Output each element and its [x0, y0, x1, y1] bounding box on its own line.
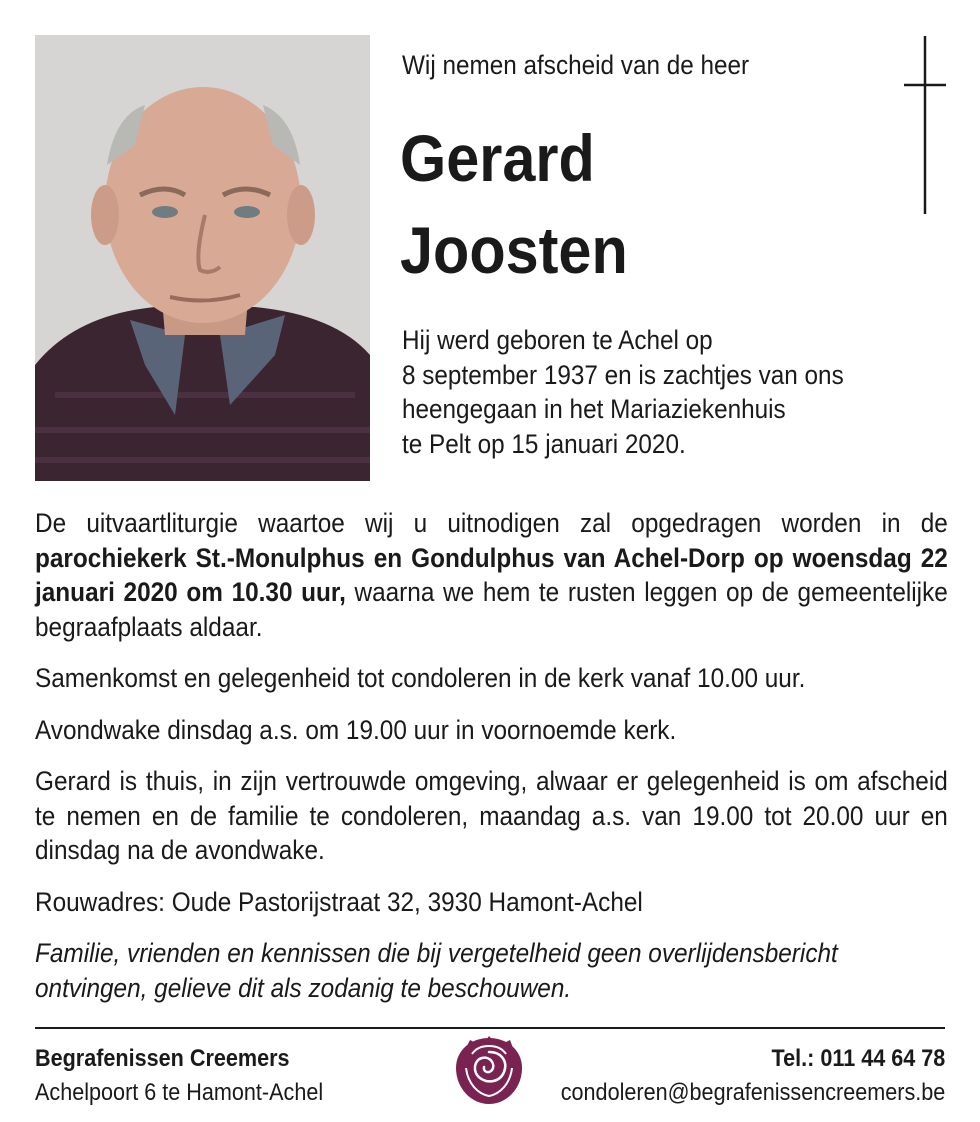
birth-info: [402, 323, 906, 461]
birth-line: 8 september 1937 en is zachtjes van ons: [402, 359, 844, 390]
phone-number: Tel.: 011 44 64 78: [771, 1045, 945, 1072]
liturgy-church-date: parochiekerk St.-Monulphus en Gondulphus van Achel-Dorp op woensdag 22 januari 2020 om 10.30 uur,: [35, 542, 948, 607]
portrait-photo: [35, 35, 370, 481]
funeral-home-info: [35, 1042, 323, 1110]
first-name: Gerard: [400, 121, 595, 195]
intro-text: Wij nemen afscheid van de heer: [402, 50, 750, 80]
contact-info: [560, 1042, 945, 1110]
footer-divider: [35, 1027, 945, 1029]
funeral-home-name: Begrafenissen Creemers: [35, 1045, 290, 1072]
birth-line: heengegaan in het Mariaziekenhuis: [402, 394, 786, 424]
cross-icon: [904, 36, 946, 214]
birth-line: te Pelt op 15 januari 2020.: [402, 428, 686, 459]
address-paragraph: Rouwadres: Oude Pastorijstraat 32, 3930 Hamont-Achel: [35, 886, 643, 917]
rose-logo-icon: [452, 1034, 526, 1108]
liturgy-paragraph: [35, 506, 948, 644]
funeral-home-address: Achelpoort 6 te Hamont-Achel: [35, 1079, 324, 1106]
deceased-name: [400, 112, 628, 296]
email-address[interactable]: condoleren@begrafenissencreemers.be: [560, 1079, 945, 1106]
gathering-paragraph: Samenkomst en gelegenheid tot condoleren in de kerk vanaf 10.00 uur.: [35, 663, 806, 693]
birth-line: Hij werd geboren te Achel op: [402, 325, 713, 355]
liturgy-suffix: waarna we hem te rusten leggen op de gemeentelijke begraafplaats aldaar.: [35, 577, 948, 642]
vigil-paragraph: Avondwake dinsdag a.s. om 19.00 uur in voornoemde kerk.: [35, 714, 677, 745]
liturgy-prefix: De uitvaartliturgie waartoe wij u uitnodigen zal opgedragen worden in de: [35, 508, 948, 538]
home-paragraph: Gerard is thuis, in zijn vertrouwde omgeving, alwaar er gelegenheid is om afscheid te nemen en de familie te condoleren, maandag a.s. van 19.00 tot 20.00 uur en dinsdag na de avondwake.: [35, 766, 948, 865]
announcement-body: [35, 506, 948, 1005]
last-name: Joosten: [400, 213, 628, 287]
closing-note: Familie, vrienden en kennissen die bij vergetelheid geen overlijdensbericht ontvingen, gelieve dit als zodanig te beschouwen.: [35, 938, 838, 1003]
